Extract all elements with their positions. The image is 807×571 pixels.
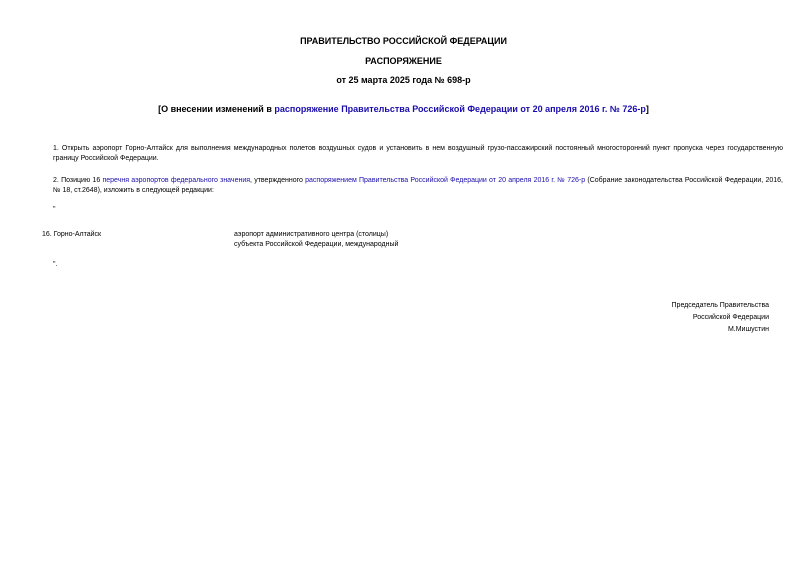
- paragraph-1: 1. Открыть аэропорт Горно-Алтайск для выполнения международных полетов воздушных судов и установить в нем воздушный грузо-пассажирский постоянный многосторонний пункт пропуска через государственную границу Российской Федерации.: [53, 145, 783, 162]
- signature-block: [672, 300, 769, 336]
- signature-title: Председатель Правительства: [671, 302, 769, 309]
- signature-country: Российской Федерации: [692, 314, 769, 321]
- p2-mid: , утвержденного: [250, 177, 306, 184]
- document-type: РАСПОРЯЖЕНИЕ: [365, 56, 442, 66]
- position-number: 16. Горно-Алтайск: [42, 231, 102, 238]
- p2-end: (Собрание законодательства Российской Федерации, 2016, № 18, ст.2648), изложить в следующей редакции:: [53, 177, 783, 194]
- title-close: ]: [645, 104, 649, 114]
- quote-open: ": [53, 206, 56, 213]
- p2-start: 2. Позицию 16: [53, 177, 103, 184]
- document-date-number: от 25 марта 2025 года № 698-р: [336, 75, 471, 85]
- position-description: [234, 230, 434, 250]
- airport-list-link[interactable]: перечня аэропортов федерального значения: [102, 177, 251, 184]
- title-open: [О внесении изменений в: [158, 104, 275, 114]
- quote-close: ".: [53, 261, 58, 268]
- document-title: [0, 104, 807, 114]
- signature-name: М.Мишустин: [727, 326, 769, 333]
- government-heading: ПРАВИТЕЛЬСТВО РОССИЙСКОЙ ФЕДЕРАЦИИ: [300, 36, 507, 46]
- title-link[interactable]: распоряжение Правительства Российской Федерации от 20 апреля 2016 г. № 726-р: [274, 104, 646, 114]
- description-line-1: аэропорт административного центра (столицы): [234, 231, 389, 238]
- order-link[interactable]: распоряжением Правительства Российской Федерации от 20 апреля 2016 г. № 726-р: [305, 177, 586, 184]
- paragraph-2: [38, 176, 783, 196]
- description-line-2: субъекта Российской Федерации, международный: [234, 241, 399, 248]
